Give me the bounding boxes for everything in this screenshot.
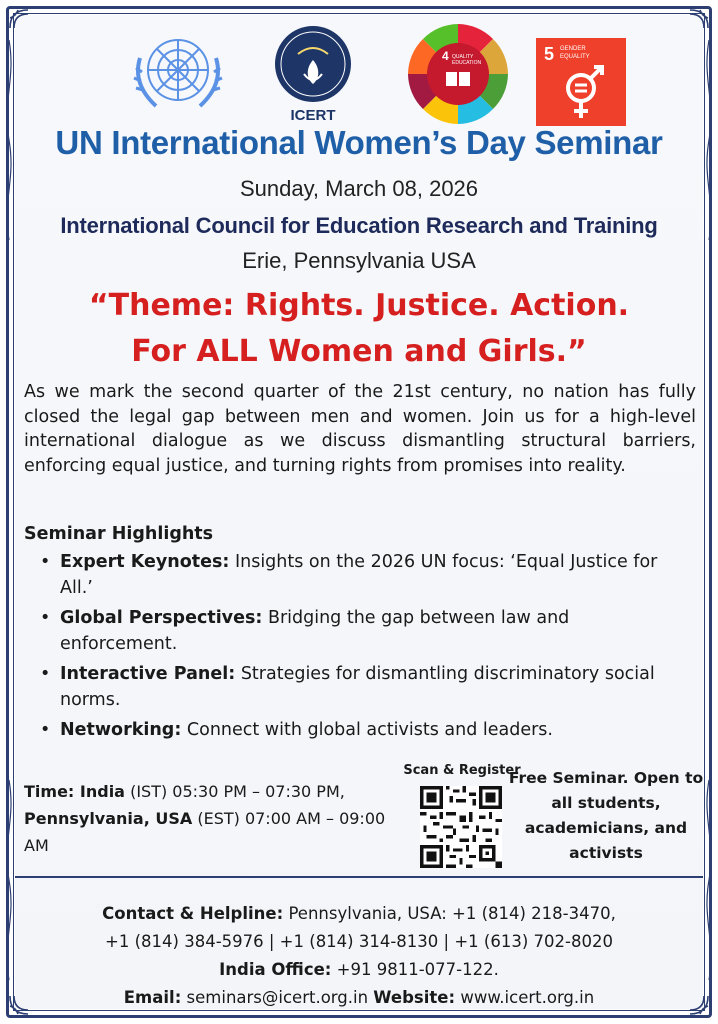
- list-item: [40, 605, 680, 657]
- seminar-title: UN International Women’s Day Seminar: [55, 124, 663, 161]
- india-office-text: +91 9811-077-122.: [331, 960, 499, 979]
- registration-qr-code[interactable]: [420, 786, 502, 868]
- organization-name: International Council for Education Research and Training: [60, 213, 658, 238]
- list-item: [40, 717, 680, 743]
- bullet-icon: •: [40, 552, 51, 572]
- time-india-label: India: [74, 782, 125, 801]
- email-link[interactable]: seminars@icert.org.in: [181, 988, 374, 1007]
- india-office-line: [0, 956, 718, 984]
- email-website-line: [0, 984, 718, 1012]
- bullet-icon: •: [40, 608, 51, 628]
- highlight-text: Insights on the 2026 UN focus: ‘Equal Justice for All.’: [60, 552, 658, 598]
- un-emblem-icon: [126, 28, 230, 116]
- icert-logo-icon: [268, 24, 358, 124]
- seminar-location: Erie, Pennsylvania USA: [242, 248, 476, 273]
- sdg-wheel-education-icon: [406, 22, 510, 126]
- highlight-text: Bridging the gap between law and enforcement.: [60, 608, 570, 654]
- highlights-heading: Seminar Highlights: [24, 524, 214, 544]
- svg-text:GENDER: GENDER: [560, 46, 586, 52]
- svg-text:EQUALITY: EQUALITY: [560, 54, 590, 60]
- intro-paragraph: As we mark the second quarter of the 21st century, no nation has fully closed the legal gap between men and women. Join us for a high-level international dialogue as we discuss dismantling structural barriers, enforcing equal justice, and turning rights from promises into reality.: [24, 382, 696, 476]
- theme-block: [0, 283, 718, 375]
- highlight-label: Interactive Panel:: [60, 664, 236, 684]
- contact-block: [0, 900, 718, 1012]
- theme-line-1: “Theme: Rights. Justice. Action.: [88, 288, 630, 323]
- highlights-list: [40, 549, 680, 747]
- time-label: Time:: [24, 782, 75, 801]
- gender-equality-icon: [536, 38, 626, 126]
- svg-text:4: 4: [442, 49, 449, 63]
- time-usa-text: (EST) 07:00 AM – 09:00 AM: [24, 809, 386, 855]
- highlight-text: Connect with global activists and leaders.: [181, 720, 553, 740]
- logo-row: [0, 18, 718, 124]
- email-label: Email:: [123, 988, 182, 1007]
- scan-register-label: Scan & Register: [403, 763, 521, 778]
- bullet-icon: •: [40, 720, 51, 740]
- helpline-text-1: Pennsylvania, USA: +1 (814) 218-3470,: [283, 904, 616, 923]
- icert-label: ICERT: [290, 107, 336, 124]
- time-usa-label: Pennsylvania, USA: [24, 809, 193, 828]
- svg-text:QUALITY: QUALITY: [452, 54, 474, 60]
- time-india-text: (IST) 05:30 PM – 07:30 PM,: [124, 782, 345, 801]
- helpline-label: Contact & Helpline:: [102, 904, 284, 923]
- sdg5-number: 5: [544, 44, 555, 64]
- highlight-label: Global Perspectives:: [60, 608, 263, 628]
- sdg5-gender-equality-logo: [536, 38, 626, 126]
- highlight-label: Expert Keynotes:: [60, 552, 230, 572]
- website-label: Website:: [373, 988, 456, 1007]
- india-office-label: India Office:: [219, 960, 332, 979]
- website-link[interactable]: www.icert.org.in: [455, 988, 595, 1007]
- svg-text:EDUCATION: EDUCATION: [452, 60, 482, 66]
- free-seminar-note: Free Seminar. Open to all students, academicians, and activists: [508, 769, 704, 862]
- footer-divider: [15, 876, 703, 878]
- seminar-date: Sunday, March 08, 2026: [239, 176, 479, 201]
- helpline-line-1: [0, 900, 718, 928]
- list-item: [40, 549, 680, 601]
- list-item: [40, 661, 680, 713]
- helpline-line-2: +1 (814) 384-5976 | +1 (814) 314-8130 | +1 (613) 702-8020: [105, 932, 613, 951]
- theme-line-2: For ALL Women and Girls.”: [131, 334, 587, 369]
- time-block: [24, 778, 404, 859]
- highlight-label: Networking:: [60, 720, 182, 740]
- highlight-text: Strategies for dismantling discriminatory social norms.: [60, 664, 655, 710]
- bullet-icon: •: [40, 664, 51, 684]
